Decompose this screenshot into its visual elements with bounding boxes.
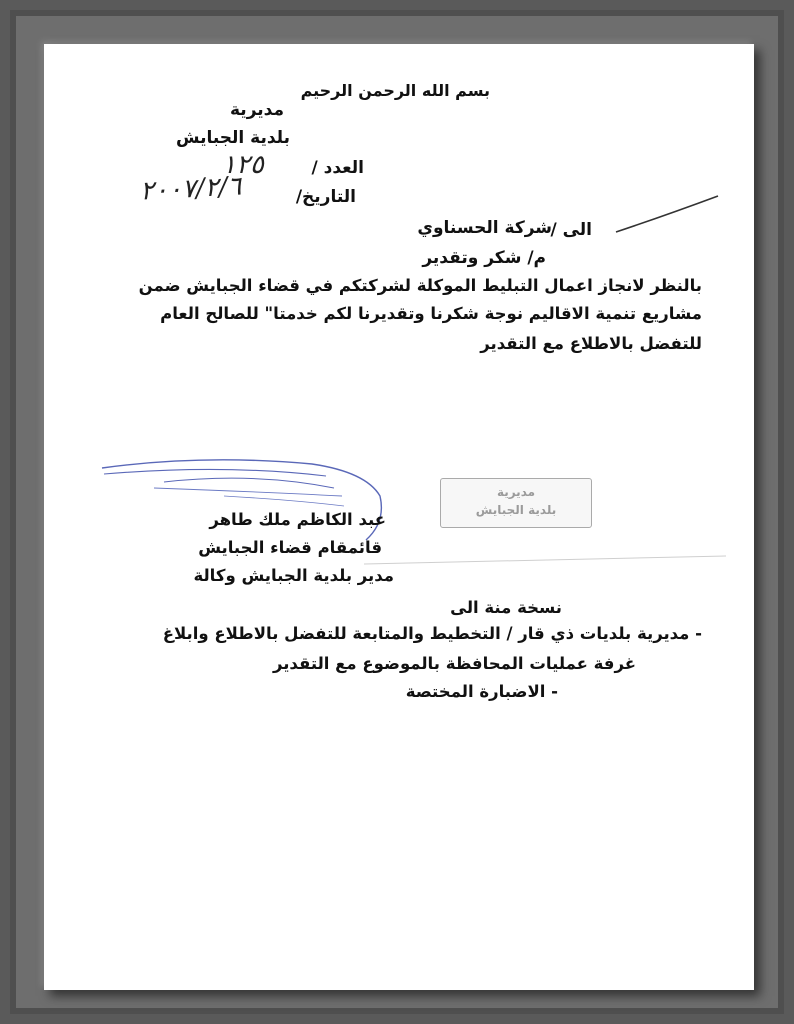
signature-stroke (154, 488, 342, 496)
official-stamp (440, 478, 592, 528)
copy-recipient-2: - الاضبارة المختصة (405, 682, 558, 701)
document-number: ١٢٥ (222, 150, 264, 180)
directorate-label: مديرية (230, 100, 284, 120)
stamp-line-1: مديرية (496, 485, 536, 499)
signatory-title-2: مدير بلدية الجبايش وكالة (193, 566, 394, 585)
signature-stroke (164, 478, 334, 488)
faint-line (364, 556, 726, 564)
signature-stroke (224, 496, 344, 506)
pen-stroke (616, 196, 718, 232)
signatory-name: عبد الكاظم ملك طاهر (209, 510, 386, 529)
basmala: بسم الله الرحمن الرحيم (300, 81, 490, 100)
number-label: العدد / (311, 158, 364, 178)
to-label: الى / (550, 220, 592, 240)
stamp-line-2: بلدية الجبايش (475, 503, 557, 517)
copy-recipient-1-continued: غرفة عمليات المحافظة بالموضوع مع التقدير (272, 654, 636, 673)
signature-stroke (104, 469, 326, 476)
copies-heading: نسخة منة الى (450, 598, 562, 617)
copy-recipient-1: - مديرية بلديات ذي قار / التخطيط والمتابعة للتفضل بالاطلاع وابلاغ (162, 624, 702, 643)
body-line-3: للتفضل بالاطلاع مع التقدير (480, 334, 702, 353)
document-date: ٢٠٠٧/٢/٦ (139, 171, 243, 207)
addressee-company: شركة الحسناوي (417, 218, 552, 238)
date-label: التاريخ/ (295, 187, 356, 207)
letter-page (44, 44, 754, 990)
body-line-1: بالنظر لانجاز اعمال التبليط الموكلة لشركتكم في قضاء الجبايش ضمن (138, 276, 702, 295)
municipality-name: بلدية الجبايش (176, 128, 290, 148)
body-line-2: مشاريع تنمية الاقاليم نوجة شكرنا وتقديرنا لكم خدمتا" للصالح العام (160, 304, 702, 323)
subject-line: م/ شكر وتقدير (422, 248, 546, 268)
signatory-title-1: قائمقام قضاء الجبايش (198, 538, 382, 557)
